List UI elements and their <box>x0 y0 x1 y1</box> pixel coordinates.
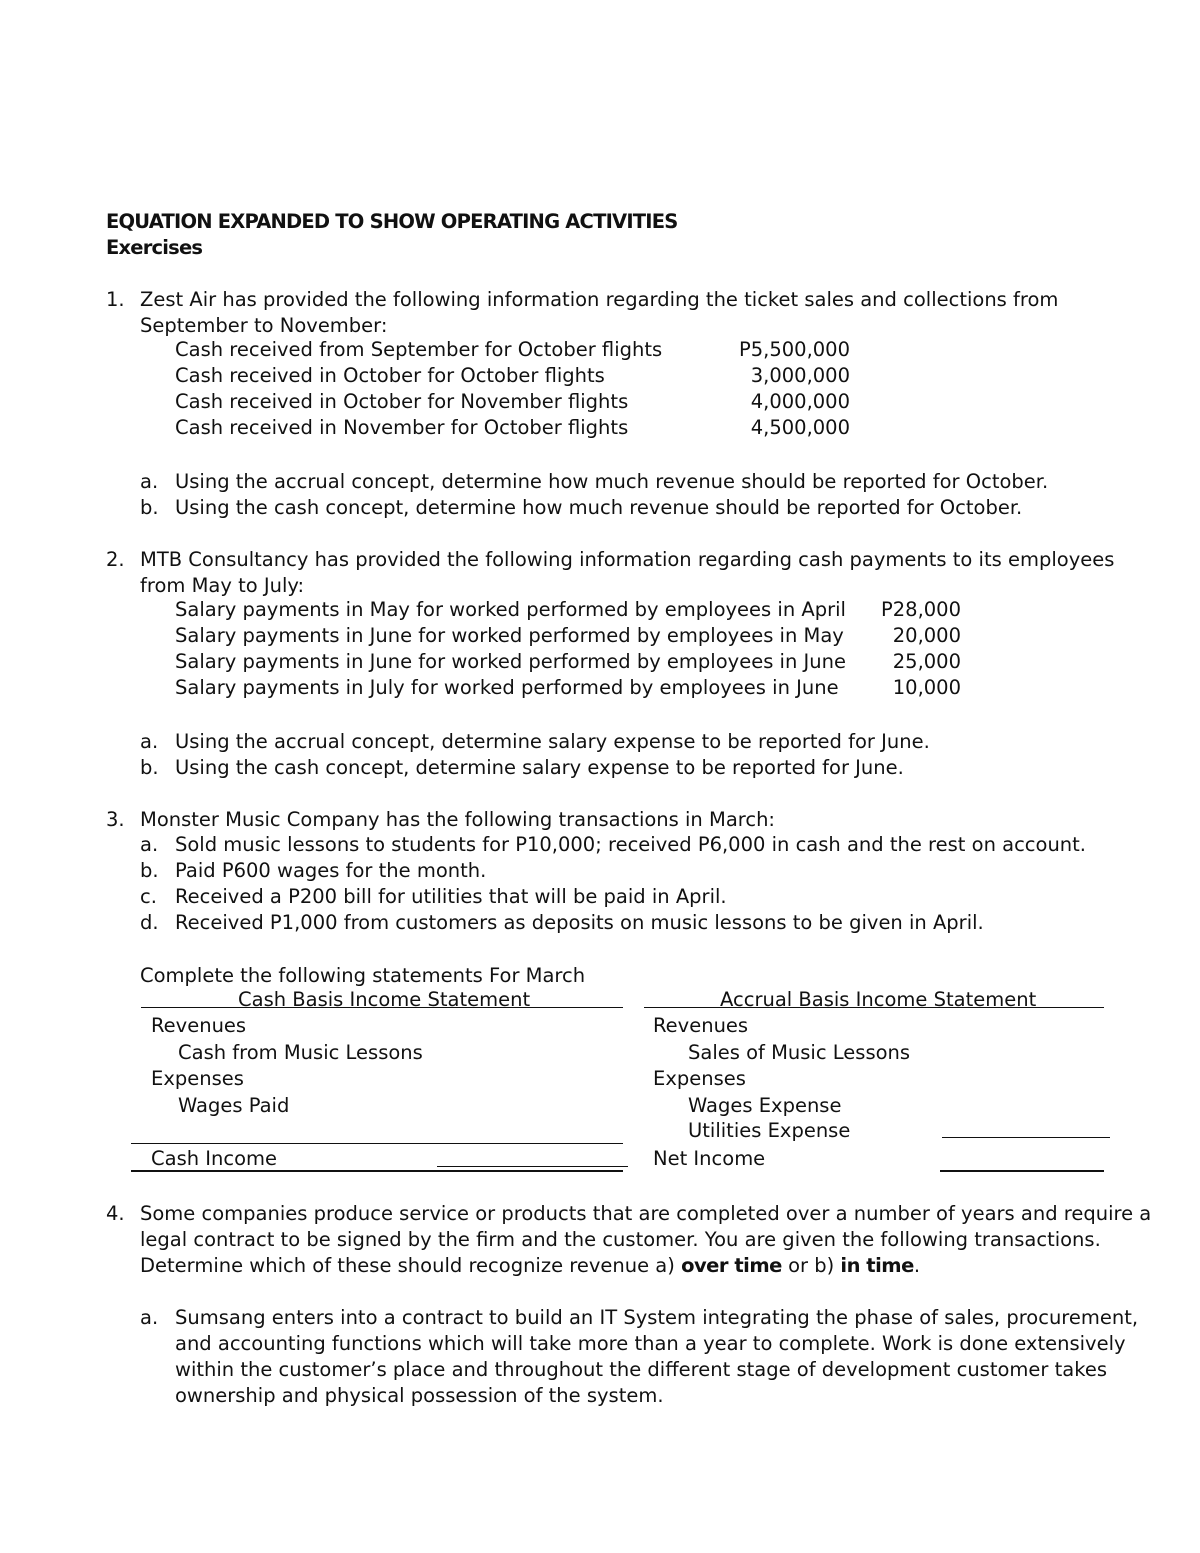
q4-line: Some companies produce service or products that are completed over a number of years and require a <box>140 1202 1152 1225</box>
q3-transaction-letter: b. <box>140 859 159 882</box>
cash-total-rule <box>131 1170 623 1172</box>
q4-number: 4. <box>106 1202 125 1225</box>
q2-item-amount: P28,000 <box>881 598 961 621</box>
q4-line3-end: . <box>913 1254 921 1277</box>
q2-part-b: Using the cash concept, determine salary expense to be reported for June. <box>175 756 904 779</box>
accrual-statement-heading: Accrual Basis Income Statement <box>720 988 1037 1011</box>
q3-complete-instruction: Complete the following statements For March <box>140 964 586 987</box>
q1-part-a: Using the accrual concept, determine how much revenue should be reported for October. <box>175 470 1049 493</box>
q4-item-line: within the customer’s place and throughout the different stage of development customer takes <box>175 1358 1107 1381</box>
q4-line3 <box>140 1256 920 1276</box>
q4-line: legal contract to be signed by the firm and the customer. You are given the following transactions. <box>140 1228 1101 1251</box>
accrual-revenues-label: Revenues <box>653 1014 749 1037</box>
q2-item-amount: 20,000 <box>892 624 961 647</box>
accrual-expense-item: Utilities Expense <box>688 1119 851 1142</box>
q4-item-line: and accounting functions which will take more than a year to complete. Work is done extensively <box>175 1332 1126 1355</box>
q1-item-label: Cash received in November for October flights <box>175 416 629 439</box>
q4-line3-mid: or b) <box>781 1254 841 1277</box>
page-title: EQUATION EXPANDED TO SHOW OPERATING ACTIVITIES <box>106 210 678 233</box>
q2-intro-line2: from May to July: <box>140 574 305 597</box>
q3-transaction: Received P1,000 from customers as deposits on music lessons to be given in April. <box>175 911 984 934</box>
q3-transaction: Received a P200 bill for utilities that will be paid in April. <box>175 885 727 908</box>
cash-income-label: Cash Income <box>151 1147 278 1170</box>
accrual-expense-item: Wages Expense <box>688 1094 842 1117</box>
q3-transaction-letter: c. <box>140 885 157 908</box>
q2-number: 2. <box>106 548 125 571</box>
q3-transaction: Paid P600 wages for the month. <box>175 859 487 882</box>
cash-statement-heading: Cash Basis Income Statement <box>238 988 531 1011</box>
accrual-expenses-label: Expenses <box>653 1067 746 1090</box>
q2-part-a-letter: a. <box>140 730 159 753</box>
q1-number: 1. <box>106 288 125 311</box>
q1-intro-line1: Zest Air has provided the following information regarding the ticket sales and collections from <box>140 288 1059 311</box>
q2-item-label: Salary payments in June for worked performed by employees in June <box>175 650 846 673</box>
q2-item-label: Salary payments in May for worked performed by employees in April <box>175 598 846 621</box>
q4-item-line: Sumsang enters into a contract to build an IT System integrating the phase of sales, procurement, <box>175 1306 1139 1329</box>
q2-item-amount: 25,000 <box>892 650 961 673</box>
page-subtitle: Exercises <box>106 236 203 259</box>
accrual-revenue-item: Sales of Music Lessons <box>688 1041 911 1064</box>
q1-item-label: Cash received in October for October flights <box>175 364 605 387</box>
cash-expense-item: Wages Paid <box>178 1094 290 1117</box>
cash-heading-rule <box>141 1007 623 1008</box>
q1-item-label: Cash received from September for October flights <box>175 338 663 361</box>
q1-item-amount: 3,000,000 <box>750 364 850 387</box>
q1-part-b-letter: b. <box>140 496 159 519</box>
q2-item-label: Salary payments in June for worked performed by employees in May <box>175 624 844 647</box>
q4-in-time: in time <box>840 1254 914 1277</box>
q1-intro-line2: September to November: <box>140 314 388 337</box>
net-income-label: Net Income <box>653 1147 766 1170</box>
q2-intro-line1: MTB Consultancy has provided the following information regarding cash payments to its employees <box>140 548 1115 571</box>
q3-transaction: Sold music lessons to students for P10,000; received P6,000 in cash and the rest on account. <box>175 833 1087 856</box>
accrual-heading-rule <box>644 1007 1104 1008</box>
q3-transaction-letter: d. <box>140 911 159 934</box>
q4-over-time: over time <box>681 1254 782 1277</box>
q1-item-amount: 4,000,000 <box>750 390 850 413</box>
cash-income-answer-line <box>437 1166 628 1167</box>
cash-revenues-label: Revenues <box>151 1014 247 1037</box>
cash-revenue-item: Cash from Music Lessons <box>178 1041 423 1064</box>
q2-part-a: Using the accrual concept, determine salary expense to be reported for June. <box>175 730 930 753</box>
q3-intro: Monster Music Company has the following transactions in March: <box>140 808 776 831</box>
cash-expenses-label: Expenses <box>151 1067 244 1090</box>
cash-subtotal-rule <box>131 1143 623 1144</box>
q1-item-amount: 4,500,000 <box>750 416 850 439</box>
q4-item-line: ownership and physical possession of the system. <box>175 1384 664 1407</box>
q1-item-amount: P5,500,000 <box>738 338 850 361</box>
q1-part-b: Using the cash concept, determine how much revenue should be reported for October. <box>175 496 1023 519</box>
q2-item-label: Salary payments in July for worked performed by employees in June <box>175 676 839 699</box>
q2-item-amount: 10,000 <box>892 676 961 699</box>
accrual-subtotal-answer-line <box>942 1137 1110 1138</box>
q3-number: 3. <box>106 808 125 831</box>
q4-item-letter: a. <box>140 1306 159 1329</box>
q3-transaction-letter: a. <box>140 833 159 856</box>
q2-part-b-letter: b. <box>140 756 159 779</box>
net-income-answer-line <box>940 1170 1104 1172</box>
q1-item-label: Cash received in October for November flights <box>175 390 629 413</box>
q1-part-a-letter: a. <box>140 470 159 493</box>
q4-line3-pre: Determine which of these should recognize revenue a) <box>140 1254 682 1277</box>
